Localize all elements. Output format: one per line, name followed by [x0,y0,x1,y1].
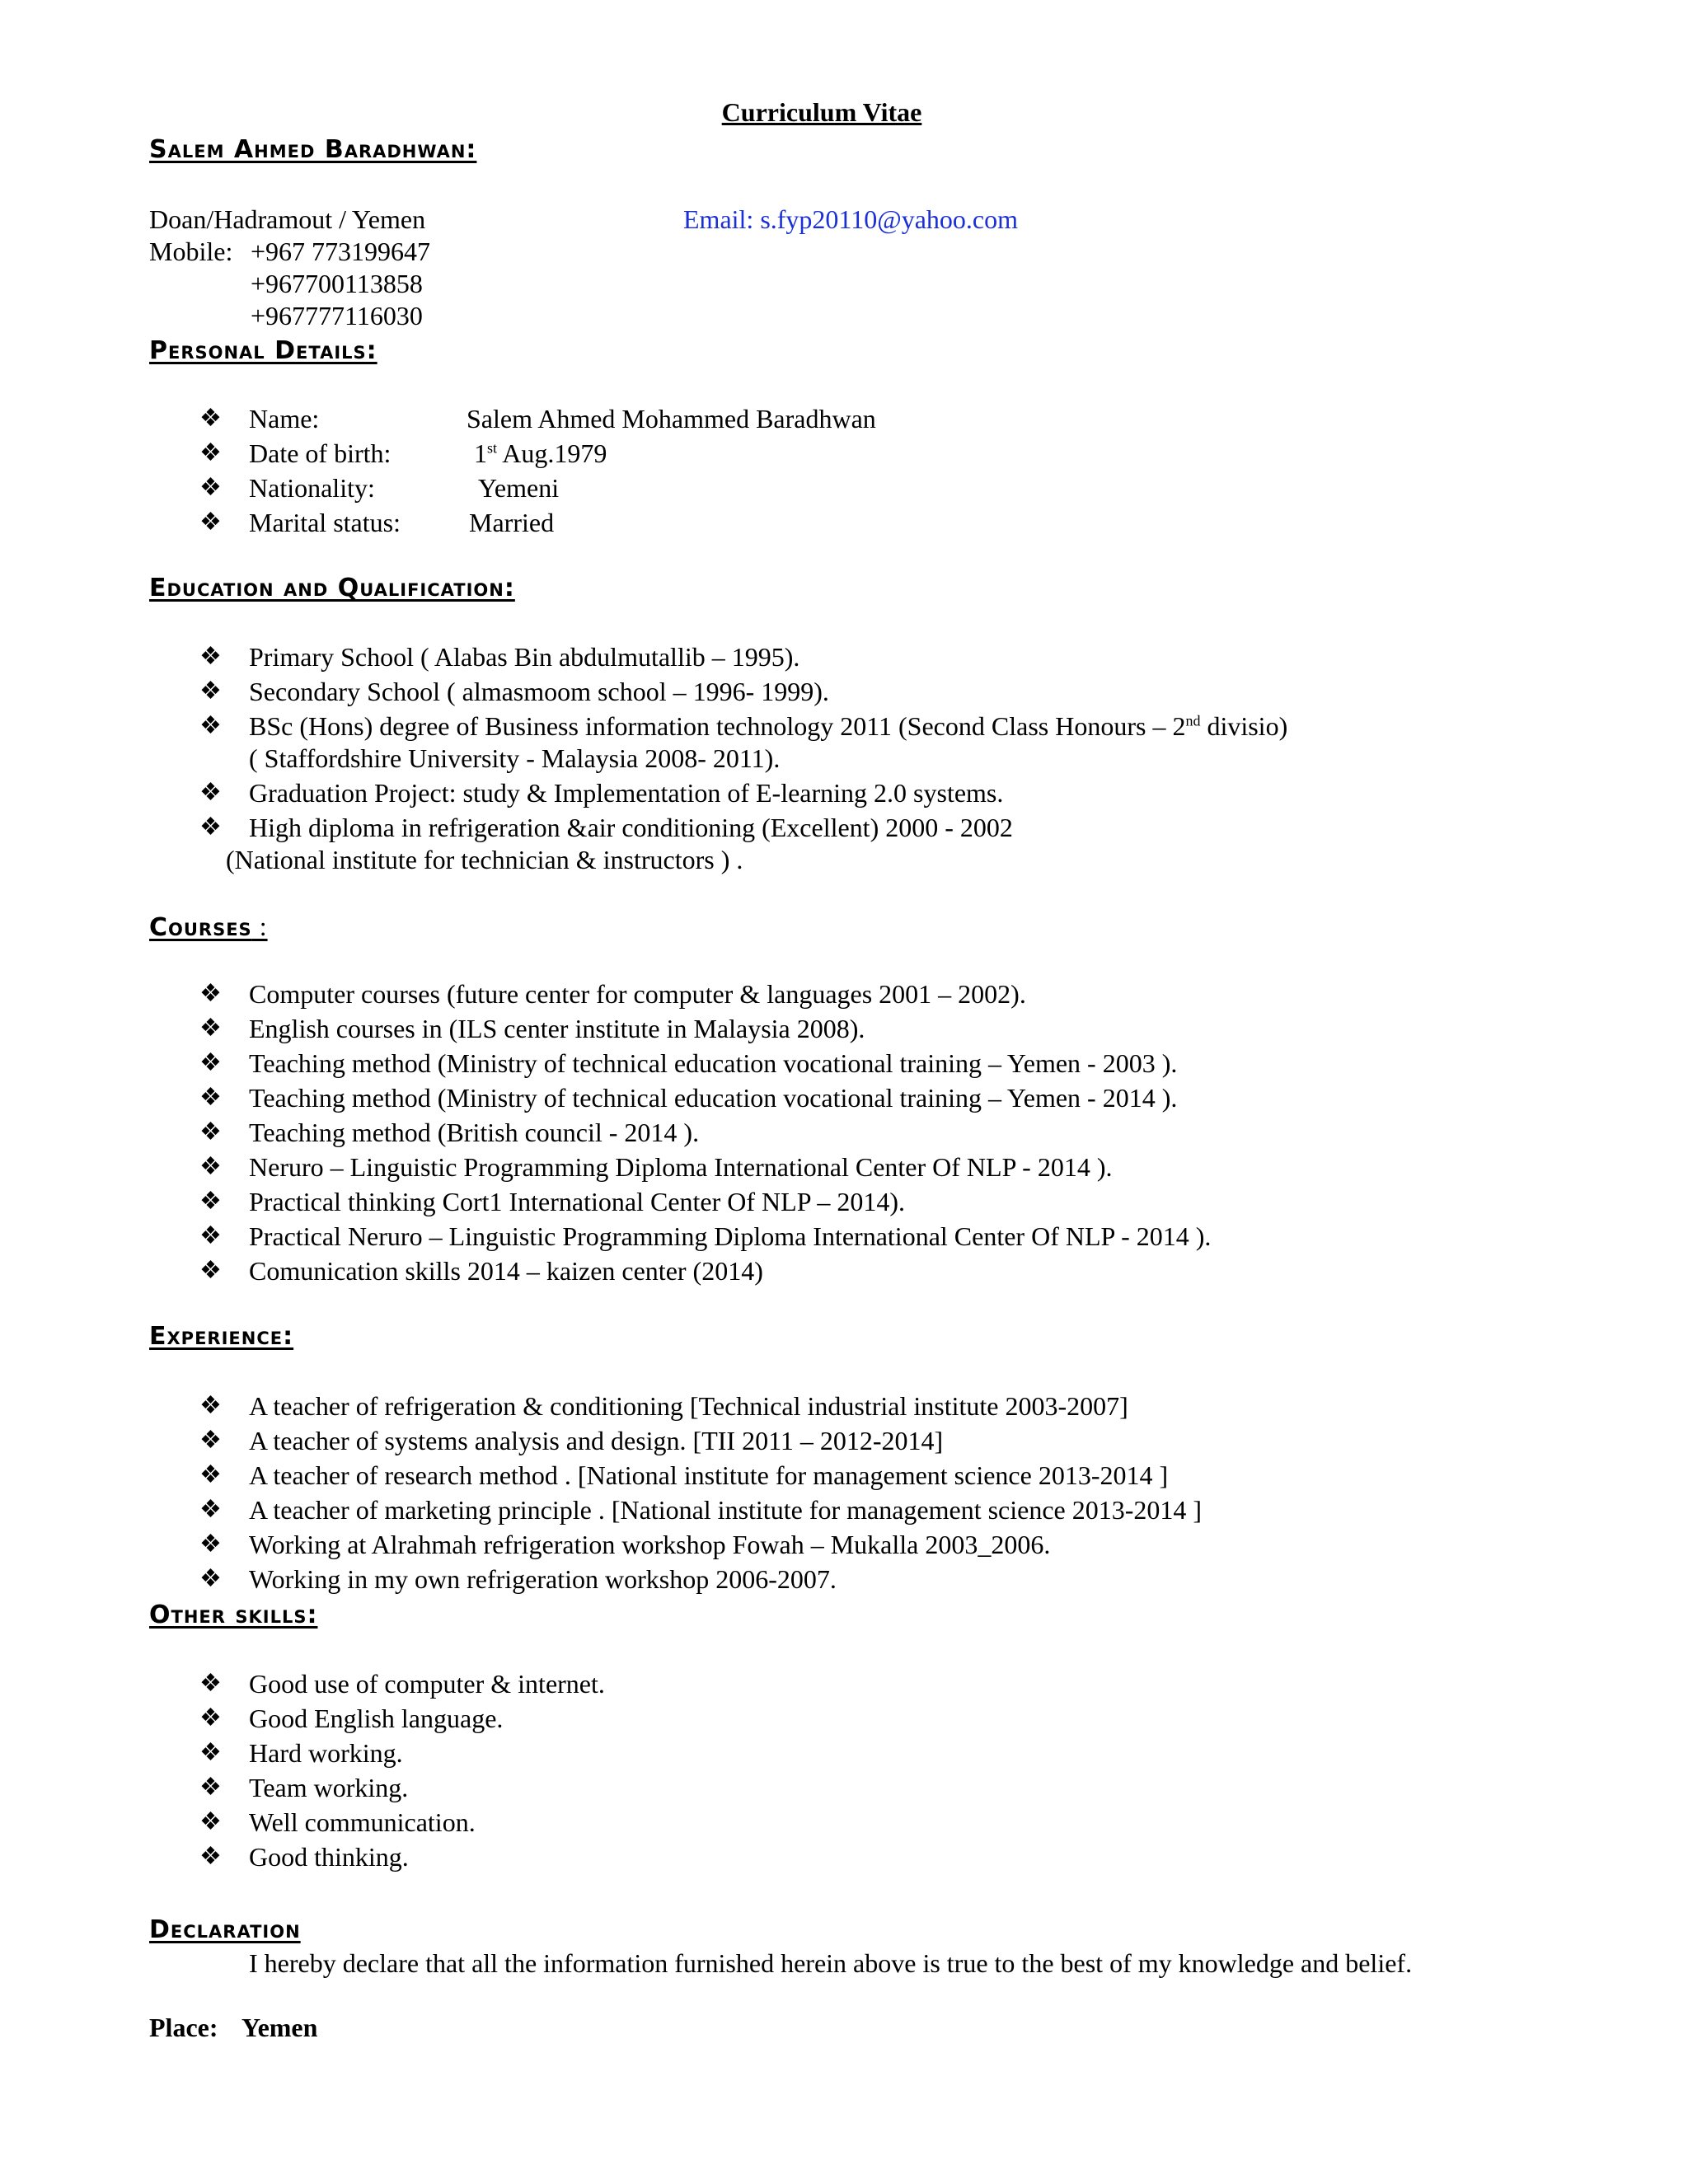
skill-item: Team working. [249,1773,409,1802]
name-label: Name: [249,404,320,434]
bullet-icon: ❖ [199,1015,222,1042]
bullet-icon: ❖ [199,712,222,739]
bullet-icon: ❖ [199,813,222,841]
bullet-icon: ❖ [199,1257,222,1284]
bullet-icon: ❖ [199,1427,222,1454]
experience-item: A teacher of marketing principle . [National institute for management science 2013-2014 ] [249,1495,1203,1525]
skill-item: Well communication. [249,1807,476,1837]
bullet-icon: ❖ [199,474,222,501]
marital-status-label: Marital status: [249,508,401,537]
dob-label: Date of birth: [249,438,392,468]
mobile-label: Mobile: [149,237,233,266]
education-item-continued: (National institute for technician & instructors ) . [226,845,743,874]
experience-item: A teacher of systems analysis and design. [TII 2011 – 2012-2014] [249,1426,944,1455]
name-value: Salem Ahmed Mohammed Baradhwan [467,404,876,434]
document-title: Curriculum Vitae [721,97,922,127]
experience-heading: Experience: [149,1322,294,1351]
course-item: Teaching method (Ministry of technical education vocational training – Yemen - 2003 ). [249,1048,1178,1078]
bullet-icon: ❖ [199,1774,222,1801]
education-item: BSc (Hons) degree of Business information technology 2011 (Second Class Honours – 2nd divisio) [249,711,1288,741]
course-item: Teaching method (Ministry of technical education vocational training – Yemen - 2014 ). [249,1083,1178,1113]
bullet-icon: ❖ [199,1461,222,1488]
skill-item: Good thinking. [249,1842,409,1872]
course-item: English courses in (ILS center institute in Malaysia 2008). [249,1014,865,1043]
bullet-icon: ❖ [199,1118,222,1146]
bullet-icon: ❖ [199,1739,222,1766]
bullet-icon: ❖ [199,677,222,705]
bullet-icon: ❖ [199,779,222,806]
skill-item: Good use of computer & internet. [249,1669,605,1699]
bullet-icon: ❖ [199,1496,222,1523]
experience-item: Working in my own refrigeration workshop 2006-2007. [249,1564,837,1594]
bullet-icon: ❖ [199,643,222,670]
declaration-text: I hereby declare that all the information furnished herein above is true to the best of my knowledge and belief. [249,1948,1413,1978]
course-item: Computer courses (future center for computer & languages 2001 – 2002). [249,979,1026,1009]
bullet-icon: ❖ [199,1084,222,1111]
education-item-continued: ( Staffordshire University - Malaysia 2008- 2011). [249,743,781,773]
skill-item: Good English language. [249,1704,504,1733]
mobile-number-2: +967700113858 [251,269,423,298]
bullet-icon: ❖ [199,1843,222,1870]
place-value: Yemen [241,2013,318,2042]
bullet-icon: ❖ [199,1188,222,1215]
other-skills-heading: Other skills: [149,1601,318,1629]
education-item: Graduation Project: study & Implementation of E-learning 2.0 systems. [249,778,1004,808]
skill-item: Hard working. [249,1738,403,1768]
experience-item: A teacher of refrigeration & conditioning [Technical industrial institute 2003-2007] [249,1391,1128,1421]
course-item: Practical thinking Cort1 International Center Of NLP – 2014). [249,1187,905,1216]
education-heading: Education and Qualification: [149,574,515,602]
place-label: Place: [149,2013,218,2042]
declaration-heading: Declaration [149,1915,301,1944]
bullet-icon: ❖ [199,405,222,432]
nationality-label: Nationality: [249,473,375,503]
course-item: Teaching method (British council - 2014 ). [249,1118,700,1147]
bullet-icon: ❖ [199,1530,222,1558]
education-item: High diploma in refrigeration &air conditioning (Excellent) 2000 - 2002 [249,813,1013,842]
bullet-icon: ❖ [199,1808,222,1835]
education-item: Secondary School ( almasmoom school – 1996- 1999). [249,677,829,706]
bullet-icon: ❖ [199,1670,222,1697]
course-item: Neruro – Linguistic Programming Diploma International Center Of NLP - 2014 ). [249,1152,1113,1182]
personal-details-heading: Personal Details: [149,336,377,365]
courses-heading: Courses : [149,912,268,942]
mobile-number-3: +967777116030 [251,301,423,330]
education-item: Primary School ( Alabas Bin abdulmutallib – 1995). [249,642,800,672]
address-text: Doan/Hadramout / Yemen [149,204,426,234]
email-link[interactable]: Email: s.fyp20110@yahoo.com [683,204,1018,234]
mobile-number-1: +967 773199647 [251,237,431,266]
bullet-icon: ❖ [199,1222,222,1249]
bullet-icon: ❖ [199,1565,222,1592]
name-heading: Salem Ahmed Baradhwan: [149,135,477,164]
bullet-icon: ❖ [199,1049,222,1076]
dob-value: 1st Aug.1979 [474,438,607,468]
bullet-icon: ❖ [199,1704,222,1732]
bullet-icon: ❖ [199,1153,222,1180]
bullet-icon: ❖ [199,439,222,466]
course-item: Comunication skills 2014 – kaizen center (2014) [249,1256,763,1286]
bullet-icon: ❖ [199,1392,222,1419]
experience-item: A teacher of research method . [National institute for management science 2013-2014 ] [249,1460,1169,1490]
bullet-icon: ❖ [199,509,222,536]
marital-status-value: Married [469,508,555,537]
nationality-value: Yemeni [478,473,560,503]
course-item: Practical Neruro – Linguistic Programming Diploma International Center Of NLP - 2014 ). [249,1221,1212,1251]
bullet-icon: ❖ [199,980,222,1007]
experience-item: Working at Alrahmah refrigeration workshop Fowah – Mukalla 2003_2006. [249,1530,1051,1559]
